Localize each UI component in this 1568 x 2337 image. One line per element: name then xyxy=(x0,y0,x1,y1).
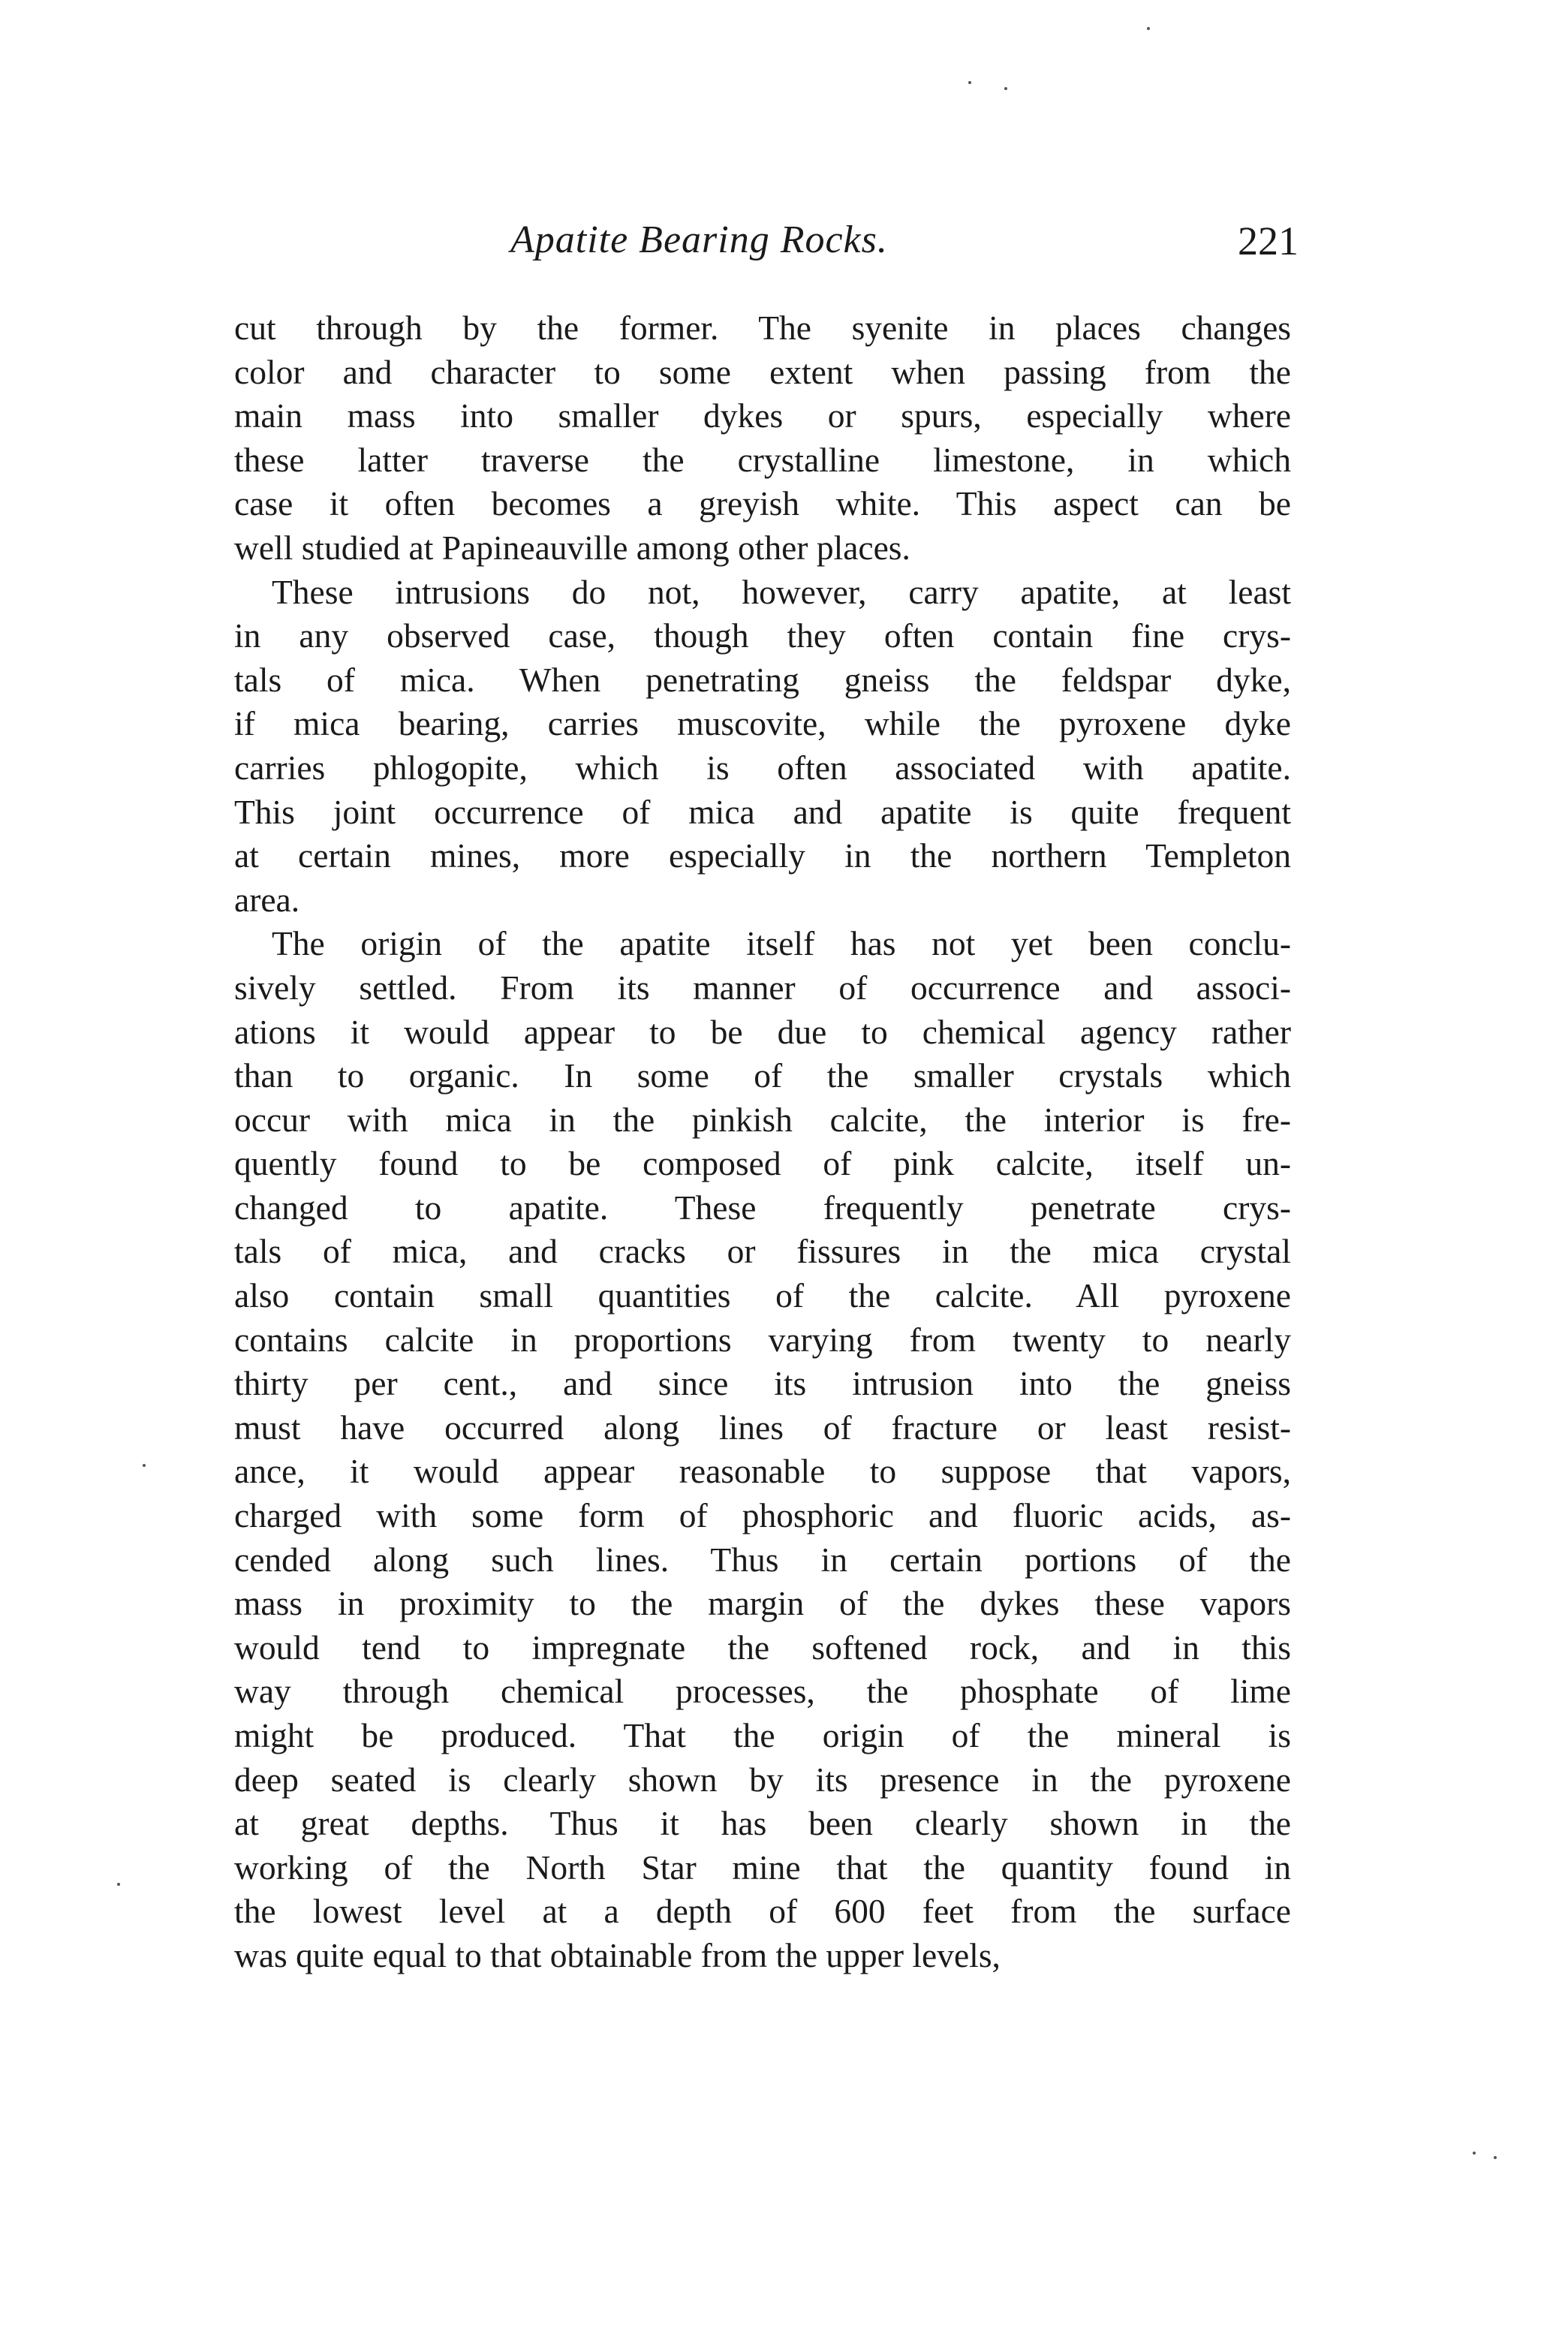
text-line: than to organic. In some of the smaller crystals which xyxy=(234,1056,1291,1095)
text-line: thirty per cent., and since its intrusion into the gneiss xyxy=(234,1364,1291,1403)
text-line: way through chemical processes, the phosphate of lime xyxy=(234,1672,1291,1711)
text-line: contains calcite in proportions varying from twenty to nearly xyxy=(234,1320,1291,1359)
text-line: ance, it would appear reasonable to suppose that vapors, xyxy=(234,1452,1291,1491)
text-line: ations it would appear to be due to chemical agency rather xyxy=(234,1012,1291,1051)
text-line: must have occurred along lines of fracture or least resist- xyxy=(234,1408,1291,1447)
text-line: at great depths. Thus it has been clearly shown in the xyxy=(234,1804,1291,1843)
print-speck xyxy=(1473,2152,1476,2155)
text-line: quently found to be composed of pink calcite, itself un- xyxy=(234,1144,1291,1183)
print-speck xyxy=(968,81,971,84)
text-line: deep seated is clearly shown by its presence in the pyroxene xyxy=(234,1760,1291,1799)
text-line: color and character to some extent when passing from the xyxy=(234,352,1291,391)
text-line: changed to apatite. These frequently penetrate crys- xyxy=(234,1188,1291,1227)
text-line: area. xyxy=(234,880,300,919)
text-line: sively settled. From its manner of occurrence and associ- xyxy=(234,968,1291,1007)
print-speck xyxy=(1494,2156,1497,2159)
text-line: charged with some form of phosphoric and fluoric acids, as- xyxy=(234,1496,1291,1535)
paragraph xyxy=(234,922,1291,1977)
running-title: Apatite Bearing Rocks. xyxy=(510,218,888,261)
text-line: carries phlogopite, which is often associated with apatite. xyxy=(234,748,1291,787)
print-speck xyxy=(143,1464,146,1467)
text-line: main mass into smaller dykes or spurs, especially where xyxy=(234,396,1291,435)
page-header xyxy=(510,218,1299,278)
text-line: working of the North Star mine that the quantity found in xyxy=(234,1848,1291,1887)
text-line: mass in proximity to the margin of the dykes these vapors xyxy=(234,1584,1291,1623)
text-line: the lowest level at a depth of 600 feet from the surface xyxy=(234,1892,1291,1931)
text-line: occur with mica in the pinkish calcite, the interior is fre- xyxy=(234,1100,1291,1139)
print-speck xyxy=(117,1883,120,1886)
paragraph xyxy=(234,306,1291,571)
page-number: 221 xyxy=(1238,218,1299,264)
text-line: tals of mica, and cracks or fissures in the mica crystal xyxy=(234,1232,1291,1271)
print-speck xyxy=(1004,87,1007,90)
text-line: these latter traverse the crystalline limestone, in which xyxy=(234,440,1291,479)
text-line: The origin of the apatite itself has not yet been conclu- xyxy=(272,924,1291,963)
text-line: cut through by the former. The syenite in places changes xyxy=(234,309,1291,347)
body-text xyxy=(234,306,1291,1978)
text-line: if mica bearing, carries muscovite, while the pyroxene dyke xyxy=(234,704,1291,743)
print-speck xyxy=(1147,27,1150,30)
text-line: would tend to impregnate the softened rock, and in this xyxy=(234,1628,1291,1667)
text-line: in any observed case, though they often contain fine crys- xyxy=(234,616,1291,655)
text-line: This joint occurrence of mica and apatite is quite frequent xyxy=(234,792,1291,831)
text-line: was quite equal to that obtainable from the upper levels, xyxy=(234,1935,1001,1974)
text-line: well studied at Papineauville among other places. xyxy=(234,528,910,567)
text-line: case it often becomes a greyish white. This aspect can be xyxy=(234,484,1291,523)
text-line: cended along such lines. Thus in certain portions of the xyxy=(234,1540,1291,1579)
text-line: also contain small quantities of the calcite. All pyroxene xyxy=(234,1276,1291,1315)
text-line: tals of mica. When penetrating gneiss the feldspar dyke, xyxy=(234,660,1291,699)
text-line: These intrusions do not, however, carry apatite, at least xyxy=(272,572,1291,611)
paragraph xyxy=(234,571,1291,923)
text-line: at certain mines, more especially in the northern Templeton xyxy=(234,836,1291,875)
text-line: might be produced. That the origin of the mineral is xyxy=(234,1716,1291,1754)
